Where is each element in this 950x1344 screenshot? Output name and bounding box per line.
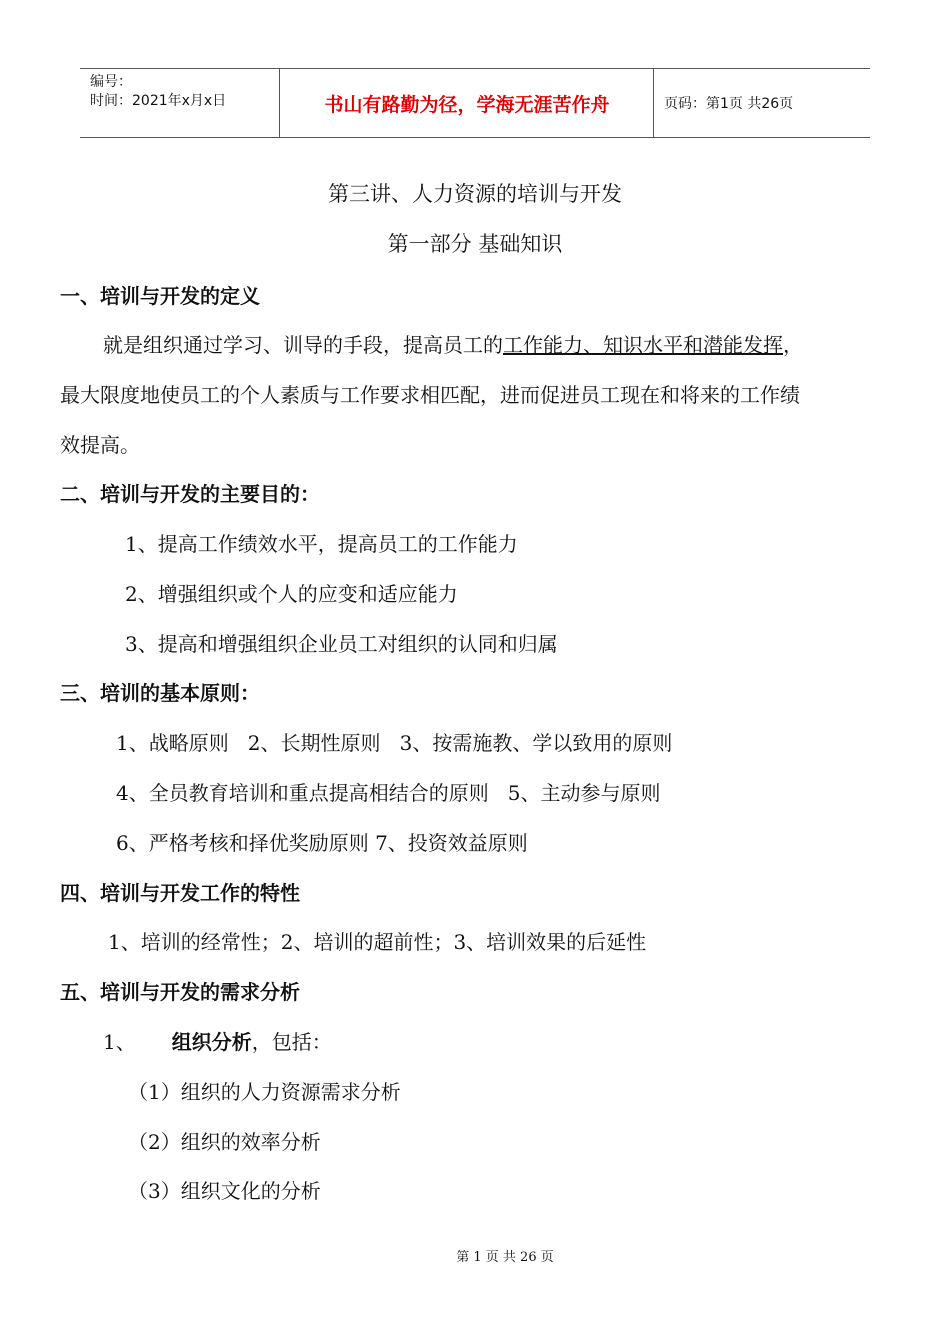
header-table	[80, 68, 870, 138]
page-footer: 第 1 页 共 26 页	[456, 1250, 554, 1265]
document-subtitle: 第一部分 基础知识	[387, 232, 563, 256]
number-label: 编号：	[90, 74, 132, 90]
paragraph-text: 就是组织通过学习、训导的手段，提高员工的	[103, 333, 503, 357]
item-bold-label: 组织分析	[171, 1030, 252, 1054]
section-5-heading: 五、培训与开发的需求分析	[60, 980, 300, 1004]
sub-item: （2）组织的效率分析	[128, 1130, 321, 1154]
item-number: 1、	[103, 1030, 136, 1054]
sub-item: （1）组织的人力资源需求分析	[128, 1080, 401, 1104]
sub-item: （3）组织文化的分析	[128, 1179, 321, 1203]
section-1-paragraph-line-2: 最大限度地使员工的个人素质与工作要求相匹配，进而促进员工现在和将来的工作绩	[60, 383, 800, 407]
motto: 书山有路勤为径，学海无涯苦作舟	[281, 69, 654, 137]
principles-line: 1、战略原则 2、长期性原则 3、按需施教、学以致用的原则	[116, 731, 673, 755]
section-1-paragraph-line-3: 效提高。	[60, 433, 140, 457]
principles-line: 4、全员教育培训和重点提高相结合的原则 5、主动参与原则	[116, 781, 661, 805]
list-item: 2、增强组织或个人的应变和适应能力	[125, 582, 458, 606]
page-info: 页码：第1页 共26页	[664, 96, 794, 112]
principles-line: 6、严格考核和择优奖励原则 7、投资效益原则	[116, 831, 528, 855]
analysis-item-1	[103, 1026, 332, 1055]
paragraph-text: ，	[783, 333, 803, 357]
section-3-heading: 三、培训的基本原则：	[60, 681, 260, 705]
section-1-heading: 一、培训与开发的定义	[60, 284, 260, 308]
item-rest: ，包括：	[251, 1030, 332, 1054]
list-item: 1、提高工作绩效水平，提高员工的工作能力	[125, 532, 518, 556]
section-4-heading: 四、培训与开发工作的特性	[60, 881, 300, 905]
time-label: 时间：2021年x月x日	[90, 93, 227, 109]
document-title: 第三讲、人力资源的培训与开发	[328, 182, 622, 206]
section-2-heading: 二、培训与开发的主要目的：	[60, 482, 320, 506]
section-1-paragraph-line-1	[103, 329, 803, 358]
list-item: 3、提高和增强组织企业员工对组织的认同和归属	[125, 632, 558, 656]
underlined-phrase: 工作能力、知识水平和潜能发挥	[503, 333, 783, 357]
header-meta-cell	[80, 69, 280, 137]
characteristics-line: 1、培训的经常性；2、培训的超前性；3、培训效果的后延性	[108, 930, 647, 954]
